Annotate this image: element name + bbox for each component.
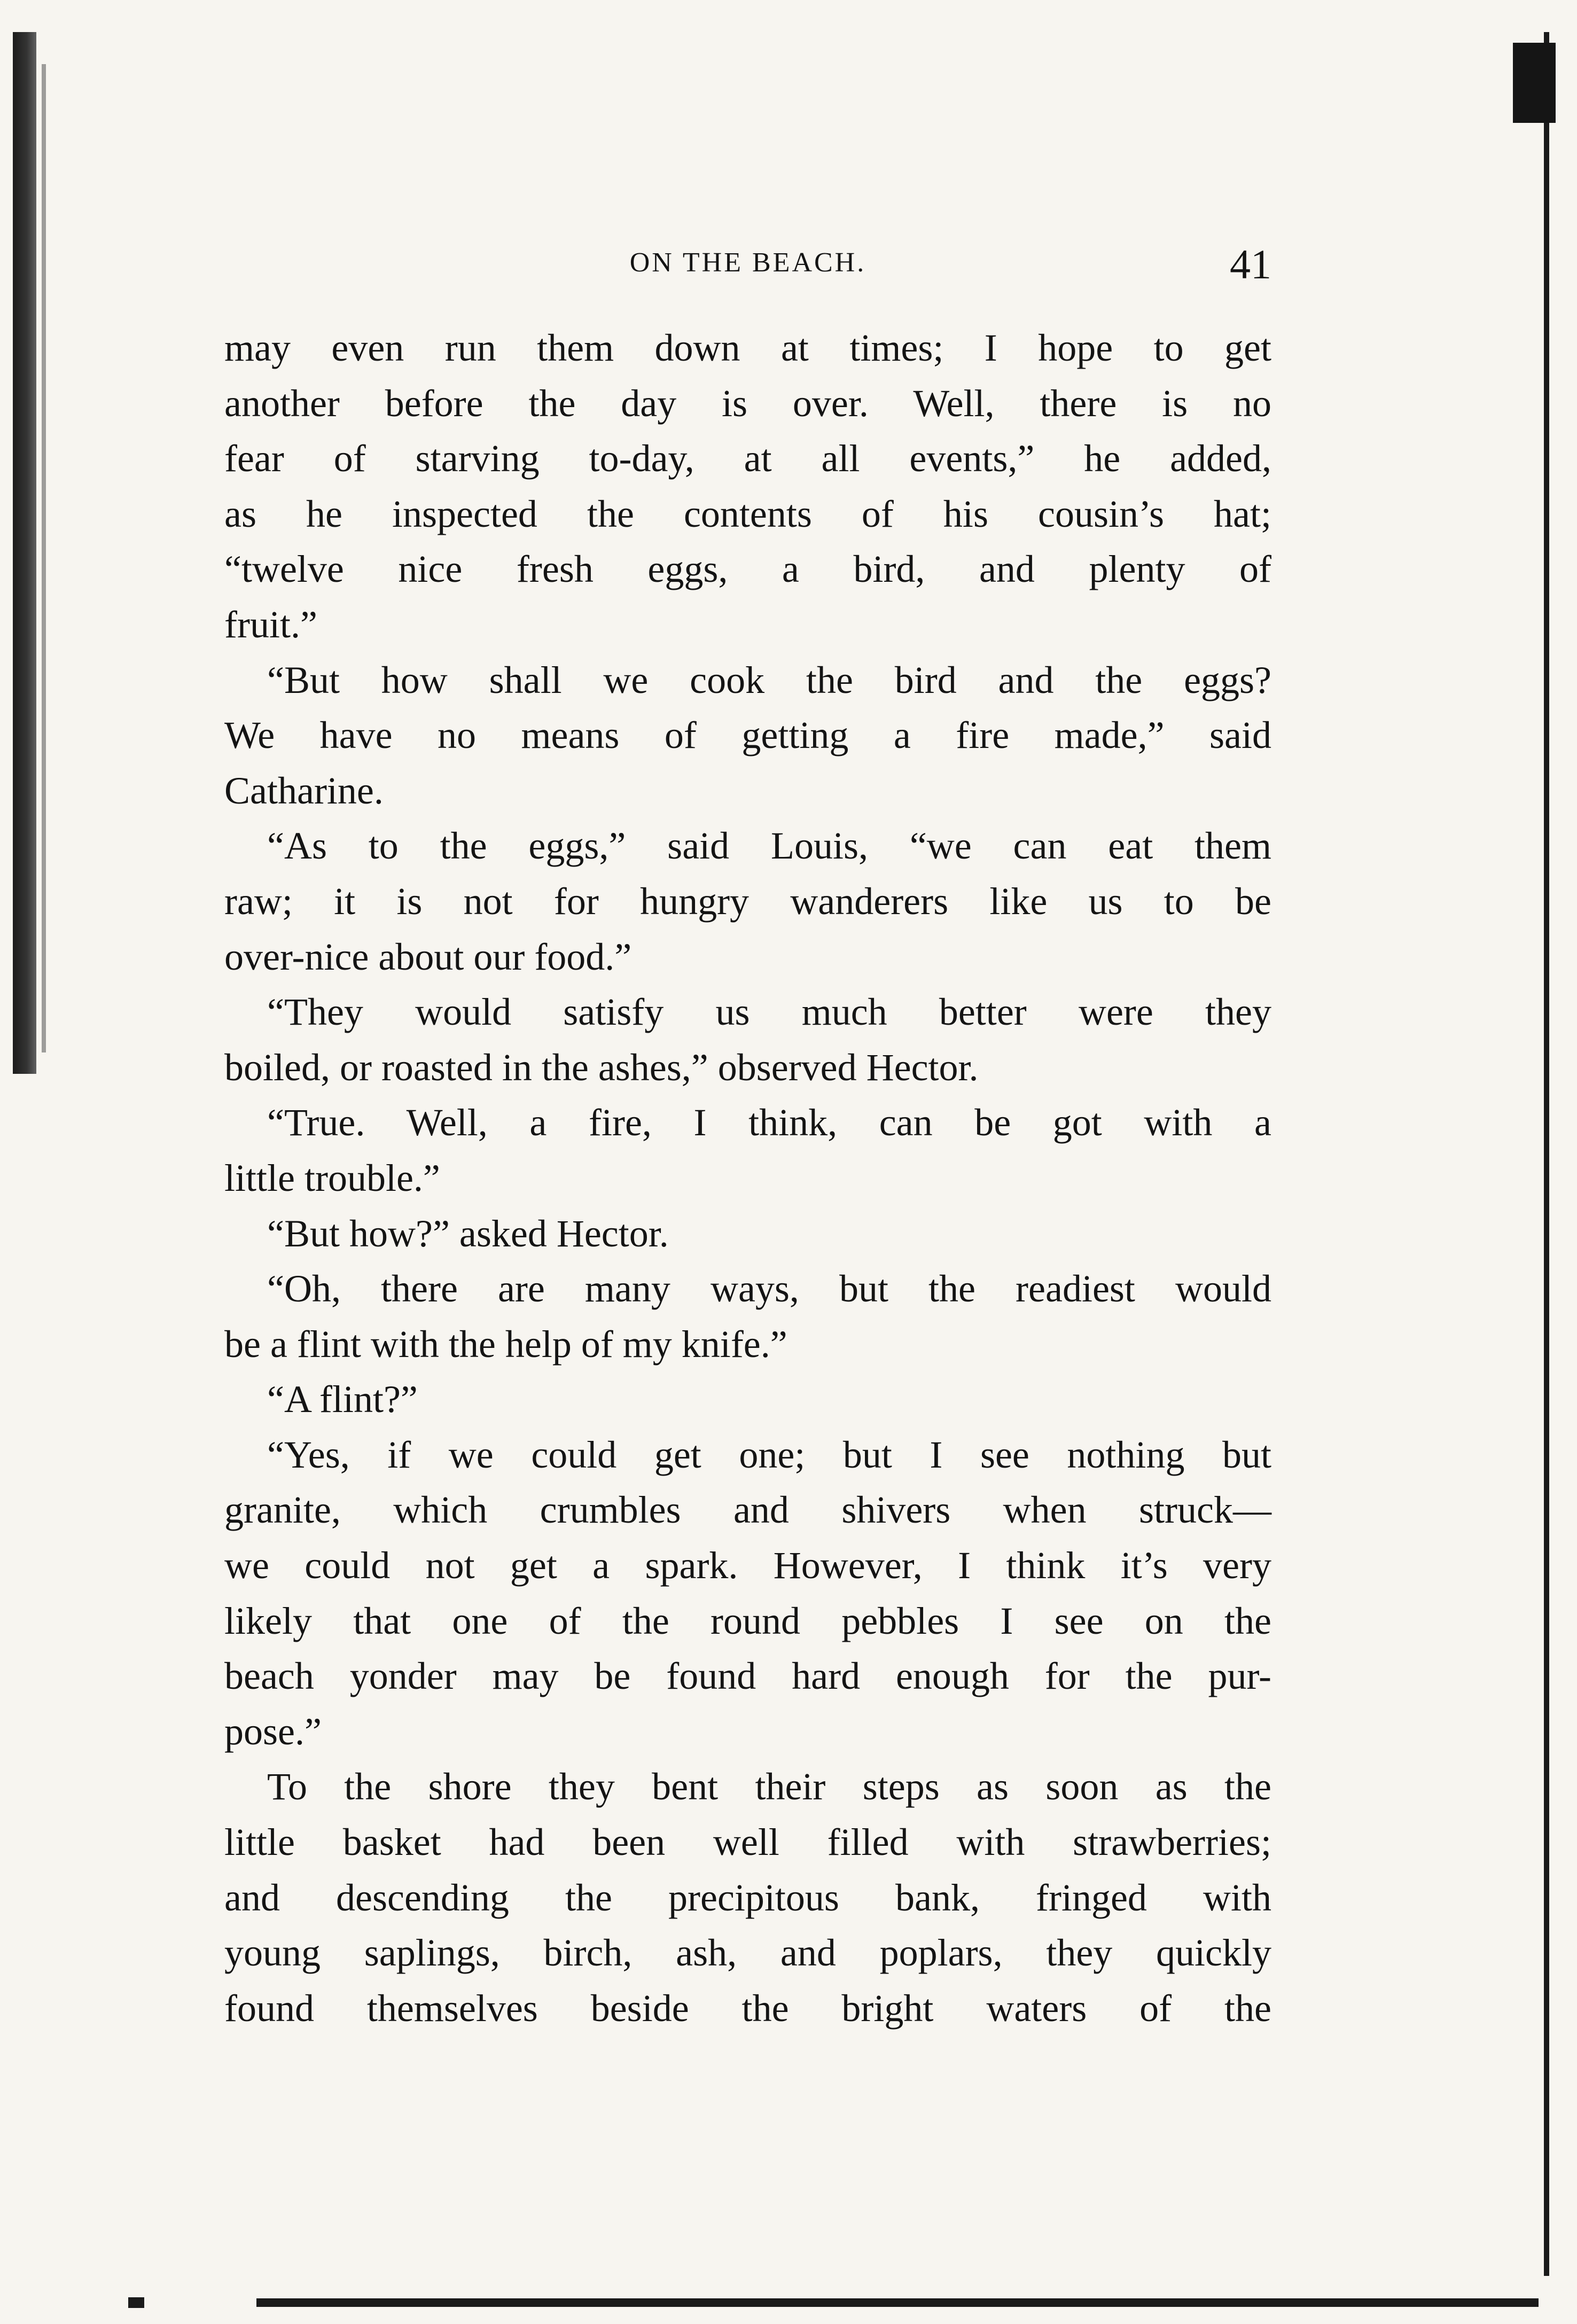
text-line: granite, which crumbles and shivers when struck—: [224, 1488, 1271, 1532]
text-line: may even run them down at times; I hope to get: [224, 326, 1271, 369]
text-line: To the shore they bent their steps as soon as the: [267, 1765, 1271, 1808]
text-line: and descending the precipitous bank, fringed with: [224, 1876, 1271, 1919]
text-line: “twelve nice fresh eggs, a bird, and plenty of: [224, 548, 1271, 591]
scan-edge-left-inner: [42, 64, 46, 1052]
page-number: 41: [1230, 241, 1271, 287]
text-line: little basket had been well filled with strawberries;: [224, 1821, 1271, 1864]
running-title: ON THE BEACH.: [629, 247, 866, 278]
text-line: found themselves beside the bright waters of the: [224, 1986, 1271, 2030]
text-line: fear of starving to-day, at all events,” he added,: [224, 437, 1271, 480]
text-line: raw; it is not for hungry wanderers like us to be: [224, 879, 1271, 923]
text-line: We have no means of getting a fire made,” said: [224, 714, 1271, 757]
scan-edge-left: [13, 32, 36, 1074]
text-line: “But how shall we cook the bird and the eggs?: [267, 658, 1271, 701]
text-line: over-nice about our food.”: [224, 935, 632, 978]
text-line: “Yes, if we could get one; but I see nothing but: [267, 1433, 1271, 1476]
text-line: “As to the eggs,” said Louis, “we can eat them: [267, 824, 1271, 868]
text-line: young saplings, birch, ash, and poplars, they quickly: [224, 1931, 1271, 1975]
text-line: little trouble.”: [224, 1156, 440, 1199]
body-text: [224, 321, 1271, 2062]
text-line: another before the day is over. Well, there is no: [224, 381, 1271, 425]
text-line: likely that one of the round pebbles I see on the: [224, 1599, 1271, 1642]
scan-edge-right-blot: [1513, 43, 1556, 123]
text-line: we could not get a spark. However, I think it’s very: [224, 1544, 1271, 1587]
text-line: as he inspected the contents of his cousin’s hat;: [224, 492, 1271, 535]
scan-edge-bottom: [256, 2298, 1539, 2307]
text-line: be a flint with the help of my knife.”: [224, 1322, 787, 1366]
text-line: “Oh, there are many ways, but the readiest would: [267, 1267, 1271, 1311]
text-line: boiled, or roasted in the ashes,” observed Hector.: [224, 1046, 979, 1089]
text-line: “A flint?”: [267, 1378, 418, 1421]
text-line: beach yonder may be found hard enough for the pur-: [224, 1655, 1271, 1698]
text-line: fruit.”: [224, 603, 317, 646]
page-header: [224, 240, 1271, 288]
text-line: “True. Well, a fire, I think, can be got with a: [267, 1101, 1271, 1144]
text-line: pose.”: [224, 1710, 322, 1753]
text-line: “They would satisfy us much better were they: [267, 991, 1271, 1034]
scan-edge-right: [1544, 32, 1549, 2276]
text-line: Catharine.: [224, 769, 384, 812]
text-line: “But how?” asked Hector.: [267, 1212, 669, 1255]
scan-edge-bottom-corner: [128, 2297, 144, 2308]
